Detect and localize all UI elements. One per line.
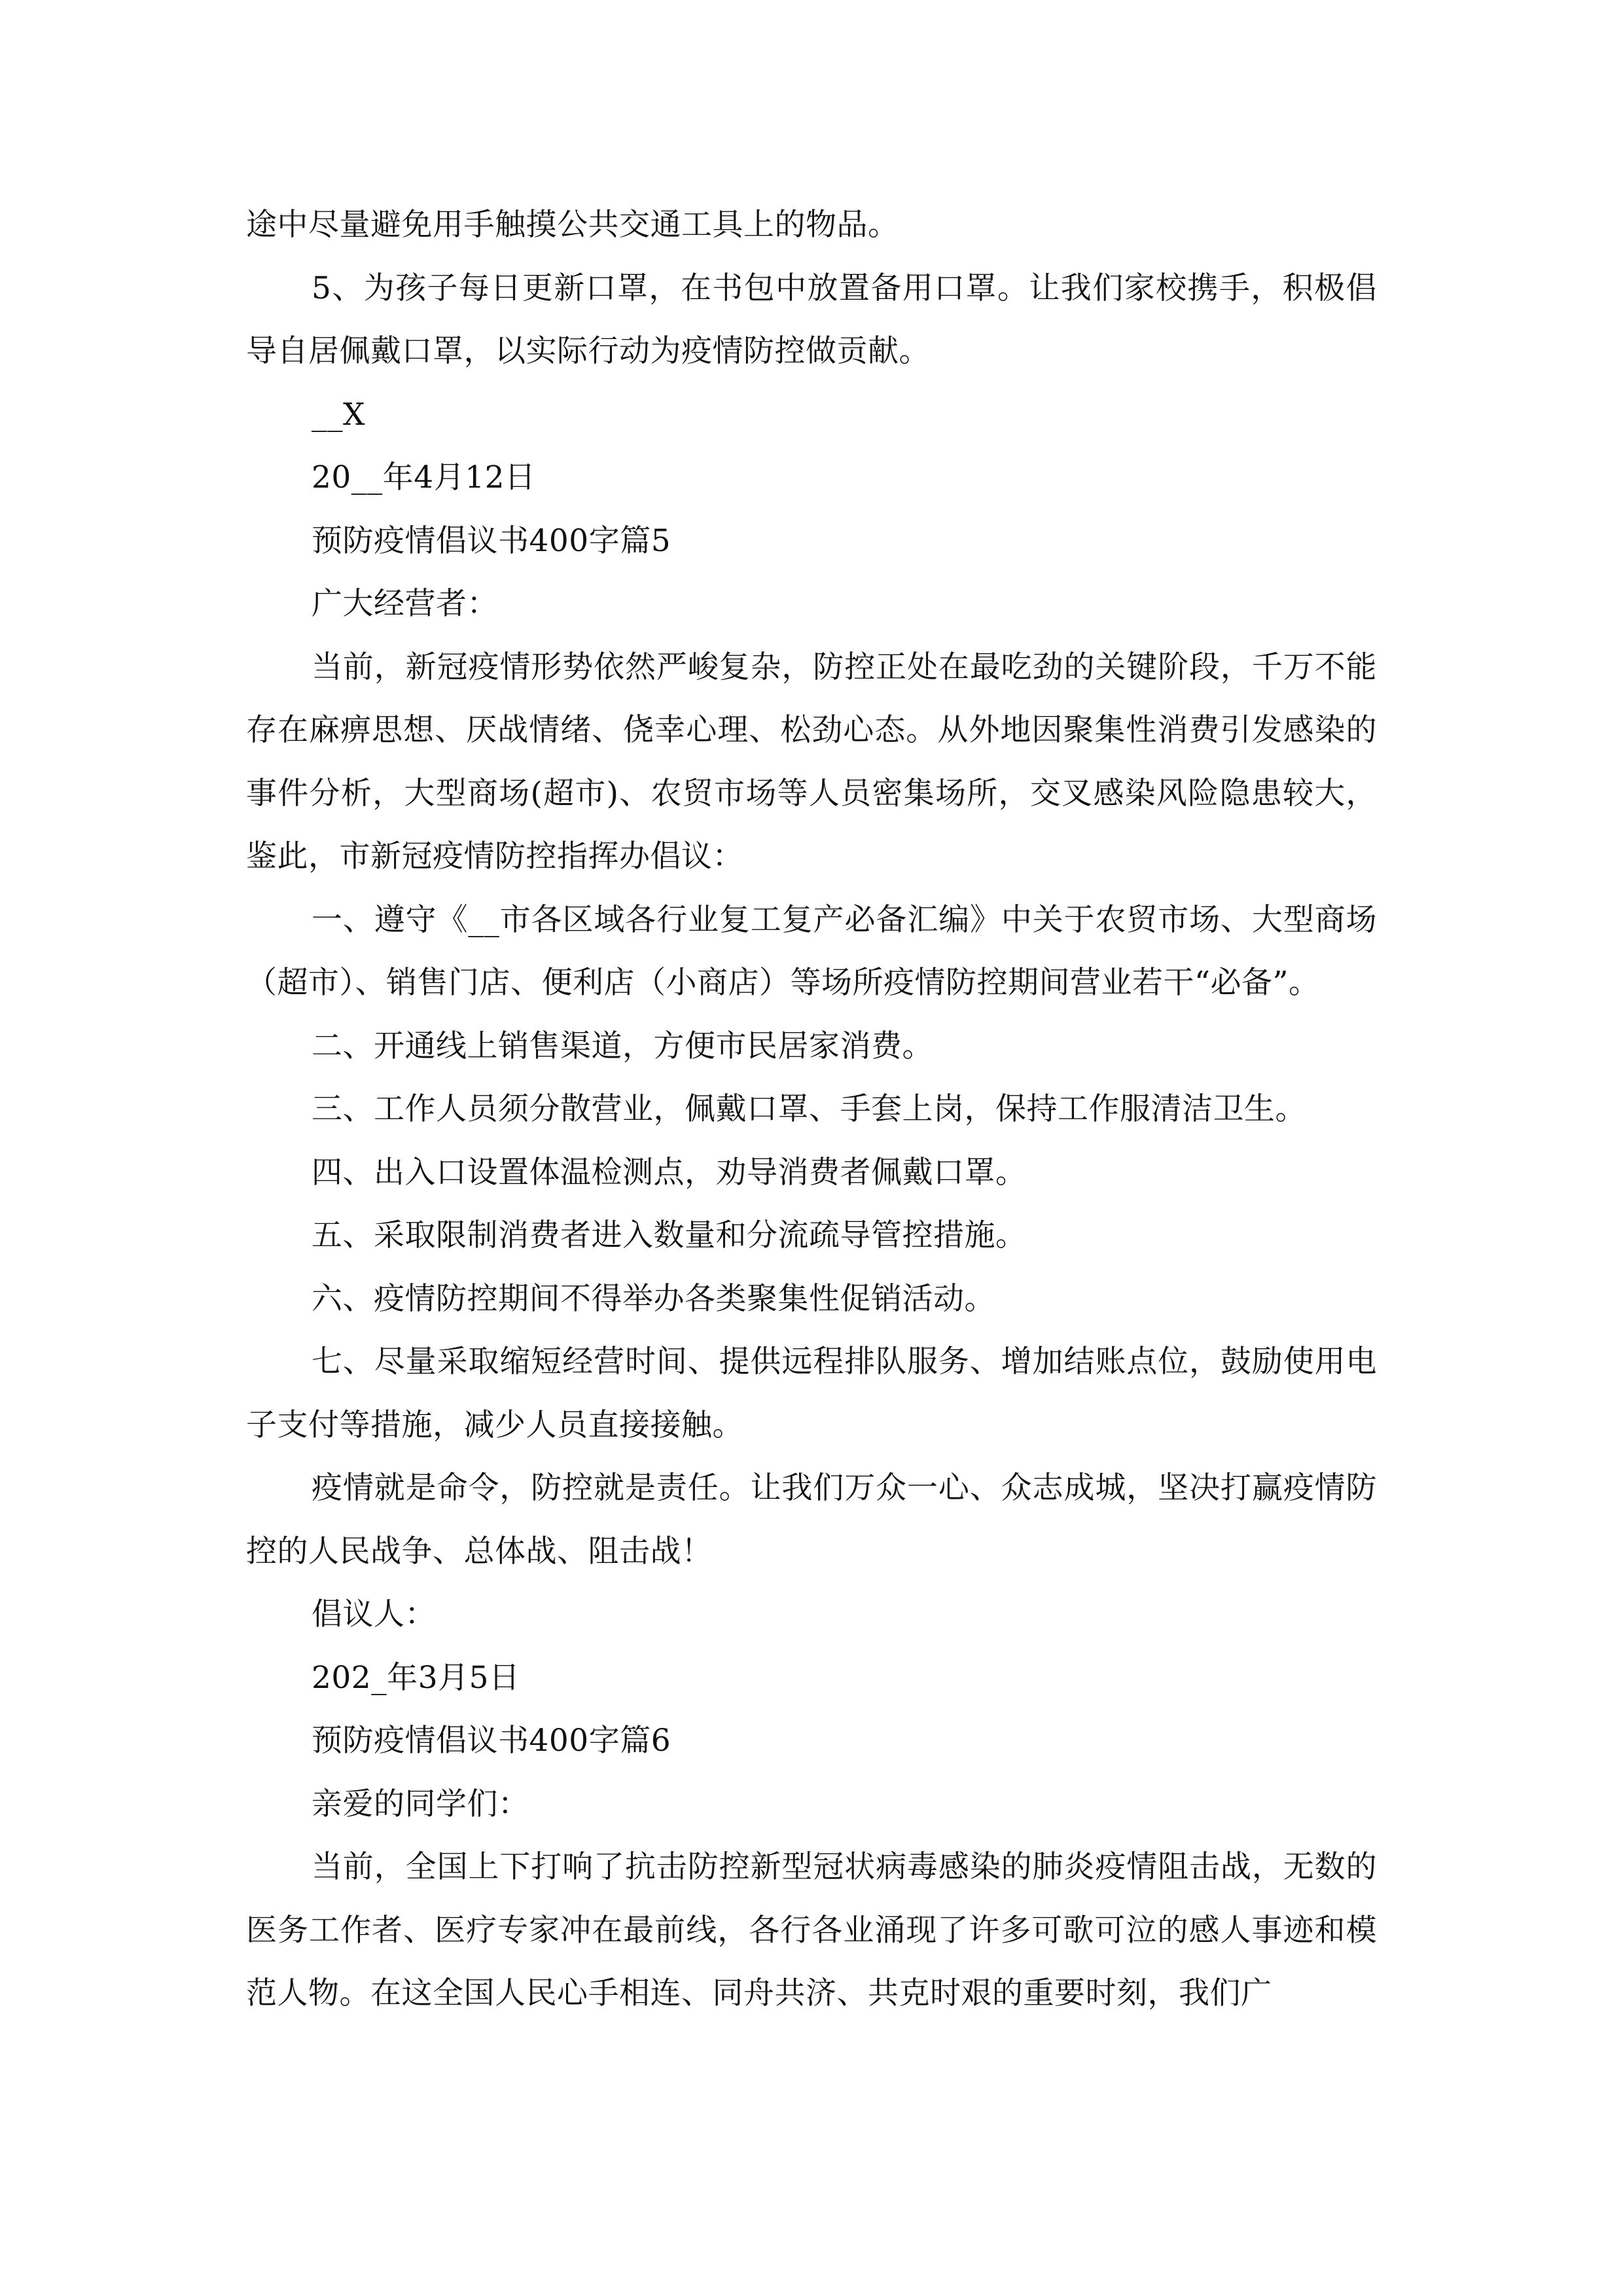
salutation: 广大经营者： [312, 586, 498, 622]
date-line: 20__年4月12日 [312, 459, 536, 495]
list-item: 六、疫情防控期间不得举办各类聚集性促销活动。 [312, 1280, 995, 1317]
list-item: 四、出入口设置体温检测点，劝导消费者佩戴口罩。 [312, 1154, 1027, 1191]
paragraph: 当前，全国上下打响了抗击防控新型冠状病毒感染的肺炎疫情阻击战，无数的医务工作者、医疗专家冲在最前线，各行各业涌现了许多可歌可泣的感人事迹和模范人物。在这全国人民心手相连、同舟共济、共克时艰的重要时刻，我们广 [246, 1849, 1377, 2011]
list-item: 七、尽量采取缩短经营时间、提供远程排队服务、增加结账点位，鼓励使用电子支付等措施，减少人员直接接触。 [246, 1344, 1377, 1443]
paragraph: 疫情就是命令，防控就是责任。让我们万众一心、众志成城，坚决打赢疫情防控的人民战争、总体战、阻击战！ [246, 1470, 1377, 1570]
signature-line: 倡议人： [312, 1596, 436, 1632]
section-heading: 预防疫情倡议书400字篇6 [312, 1723, 671, 1759]
paragraph: 途中尽量避免用手触摸公共交通工具上的物品。 [246, 207, 899, 243]
paragraph: 当前，新冠疫情形势依然严峻复杂，防控正处在最吃劲的关键阶段，千万不能存在麻痹思想、厌战情绪、侥幸心理、松劲心态。从外地因聚集性消费引发感染的事件分析，大型商场(超市)、农贸市场等人员密集场所，交叉感染风险隐患较大，鉴此，市新冠疫情防控指挥办倡议： [246, 649, 1377, 874]
signature-line: __X [312, 396, 365, 433]
list-item: 二、开通线上销售渠道，方便市民居家消费。 [312, 1028, 933, 1064]
salutation: 亲爱的同学们： [312, 1785, 529, 1822]
list-item: 一、遵守《__市各区域各行业复工复产必备汇编》中关于农贸市场、大型商场（超市）、销售门店、便利店（小商店）等场所疫情防控期间营业若干“必备”。 [246, 901, 1377, 1001]
list-item: 三、工作人员须分散营业，佩戴口罩、手套上岗，保持工作服清洁卫生。 [312, 1091, 1306, 1127]
document-body [246, 194, 1377, 2026]
paragraph: 5、为孩子每日更新口罩，在书包中放置备用口罩。让我们家校携手，积极倡导自居佩戴口罩，以实际行动为疫情防控做贡献。 [246, 270, 1377, 369]
section-heading: 预防疫情倡议书400字篇5 [312, 522, 671, 559]
list-item: 五、采取限制消费者进入数量和分流疏导管控措施。 [312, 1217, 1027, 1253]
date-line: 202_年3月5日 [312, 1659, 520, 1696]
